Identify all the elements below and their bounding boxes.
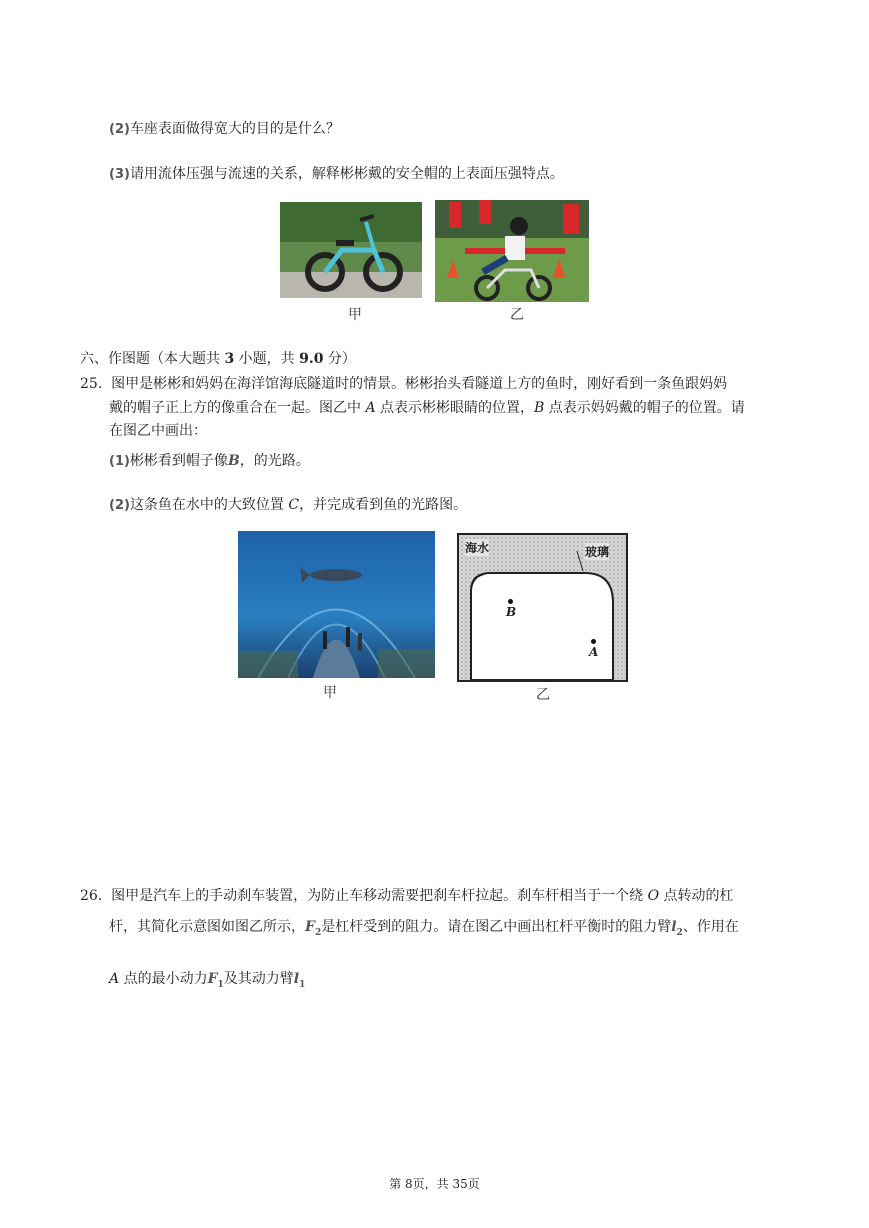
section-heading-post: 分） [323,351,356,367]
q26-text-line1-post: 点转动的杠 [659,888,734,904]
q24-part3-number: (3) [109,167,130,182]
q25-text-line1: 图甲是彬彬和妈妈在海洋馆海底隧道时的情景。彬彬抬头看隧道上方的鱼时，刚好看到一条鱼跟妈妈 [111,376,728,392]
q26-text-line2-post: 、作用在 [682,919,739,935]
page-footer [0,1175,869,1192]
q25-caption-right: 乙 [536,687,550,703]
q26-var-o: O [647,888,660,904]
q25-part2-text-post: ，并完成看到鱼的光路图。 [299,497,468,513]
q26-line2 [109,916,739,938]
section-score: 9.0 [299,351,324,367]
q25-text-line2-pre: 戴的帽子正上方的像重合在一起。图乙中 [109,400,366,416]
q25-text-line2-mid: 点表示彬彬眼睛的位置， [375,400,535,416]
aquarium-tunnel-photo [238,531,435,678]
q26-text-line1-pre: 图甲是汽车上的手动刹车装置，为防止车移动需要把刹车杆拉起。刹车杆相当于一个绕 [111,888,648,904]
footer-total-pages: 35 [452,1177,468,1191]
q25-part1 [109,450,310,470]
tunnel-diagram [457,533,628,682]
q25-part2-text-pre: 这条鱼在水中的大致位置 [129,497,289,513]
child-riding-photo [435,200,589,302]
q25-line2 [109,397,745,417]
q25-text-line3: 在图乙中画出： [109,423,207,439]
section-heading [80,348,356,368]
diagram-label-glass: 玻璃 [585,545,610,559]
q24-part2-number: (2) [109,122,130,137]
q26-f2-letter: F [305,919,315,935]
q26-f1-letter: F [207,971,218,987]
q25-part1-number: (1) [109,454,130,469]
q26-l2 [671,919,683,938]
footer-page-number: 8 [405,1177,413,1191]
q25-text-line2-post: 点表示妈妈戴的帽子的位置。请 [544,400,745,416]
q26-f1-sub: 1 [217,979,224,990]
q25-line3 [109,420,207,440]
q26-line3 [109,968,305,990]
q24-part3 [109,163,564,183]
q26-f2 [305,919,322,938]
section-heading-pre: 六、作图题（本大题共 [80,351,225,367]
q26-f1 [207,971,224,990]
q26-text-line3-pre: 点的最小动力 [119,971,208,987]
q24-caption-left: 甲 [348,307,362,323]
q25-number: 25. [80,376,103,392]
q26-text-line2-pre: 杆，其简化示意图如图乙所示， [109,919,305,935]
diagram-label-seawater: 海水 [465,541,490,555]
q24-caption-right: 乙 [510,307,524,323]
q25-part1-var: B [227,453,240,469]
q25-caption-left: 甲 [323,685,337,701]
q26-f2-sub: 2 [314,927,322,938]
q24-part2 [109,118,340,138]
footer-post: 页 [467,1177,480,1191]
q25-part2-var: C [288,497,300,513]
section-question-count: 3 [224,351,235,367]
section-heading-mid: 小题，共 [234,351,300,367]
q26-l1-letter: l [293,971,300,987]
q25-var-a: A [365,400,376,416]
q24-part2-text: 车座表面做得宽大的目的是什么？ [129,121,340,137]
q25-line1 [80,373,727,393]
q25-part2-number: (2) [109,498,130,513]
q26-l2-sub: 2 [676,927,683,938]
q24-part3-text: 请用流体压强与流速的关系，解释彬彬戴的安全帽的上表面压强特点。 [129,166,564,182]
diagram-label-a: A [589,645,599,659]
balance-bike-photo [280,202,422,298]
footer-pre: 第 [389,1177,406,1191]
footer-mid: 页，共 [412,1177,453,1191]
diagram-point-b-dot [508,599,513,604]
q26-text-line3-mid: 及其动力臂 [223,971,294,987]
q26-number: 26. [80,888,103,904]
q26-text-line2-mid: 是杠杆受到的阻力。请在图乙中画出杠杆平衡时的阻力臂 [321,919,672,935]
q26-var-a: A [109,971,120,987]
diagram-label-b: B [506,605,517,619]
q25-part1-text-pre: 彬彬看到帽子像 [129,453,228,469]
q26-l1 [293,971,306,990]
q25-part1-text-post: ，的光路。 [239,453,310,469]
diagram-point-a-dot [591,639,596,644]
q25-part2 [109,494,467,514]
q26-line1 [80,885,734,905]
q26-l1-sub: 1 [299,979,306,990]
q26-l2-letter: l [671,919,677,935]
q25-var-b: B [534,400,545,416]
